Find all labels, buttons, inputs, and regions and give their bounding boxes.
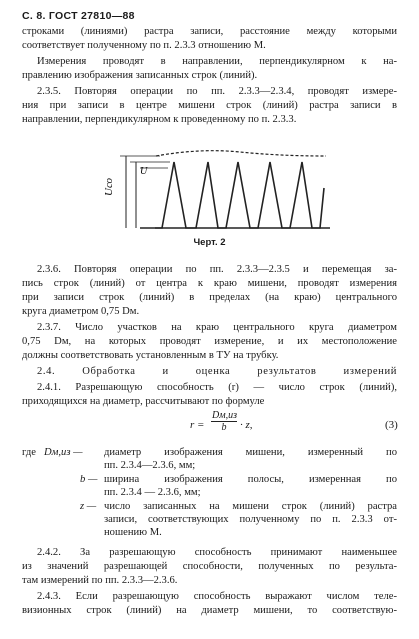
formula-tail: · z, bbox=[240, 419, 253, 431]
def-symbol: z — bbox=[80, 501, 97, 512]
text-line: 2.4.2. За разрешающую способность принимают наименьшее bbox=[37, 547, 397, 558]
text-line: 2.3.7. Число участков на краю центрального круга диаметром bbox=[37, 322, 397, 333]
formula-numerator: Dм,из bbox=[212, 410, 238, 421]
text-line: соответствует полученному по п. 2.3.3 отношению M. bbox=[22, 40, 266, 51]
text-line: 2.4.1. Разрешающую способность (r) — число строк (линий), bbox=[37, 382, 397, 393]
def-line: пп. 2.3.4—2.3.6, мм; bbox=[104, 460, 196, 471]
text-line: там измерений по пп. 2.3.3—2.3.6. bbox=[22, 575, 178, 586]
text-line: 0,75 Dм, на которых проводят измерение, и их местоположение bbox=[22, 336, 397, 347]
def-line: пп. 2.3.4 — 2.3.6, мм; bbox=[104, 487, 201, 498]
formula-denominator: b bbox=[221, 422, 227, 433]
def-line: записи, соответствующих полученному по п. 2.3.3 от- bbox=[104, 514, 397, 525]
text-line: должны соответствовать установленным в ТУ на трубку. bbox=[22, 350, 279, 361]
text-line: строками (линиями) растра записи, расстояние между которыми bbox=[22, 26, 397, 37]
def-line: диаметр изображения мишени, измеренный по bbox=[104, 447, 397, 458]
page-header: С. 8. ГОСТ 27810—88 bbox=[22, 10, 135, 22]
formula-fraction bbox=[211, 410, 237, 434]
formula bbox=[0, 410, 419, 440]
text-line: приходящихся на диаметр, рассчитывают по формуле bbox=[22, 396, 265, 407]
text-line: визионных строк (линий) на диаметр мишени, то соответствую- bbox=[22, 605, 397, 616]
text-line: Измерения проводят в направлении, перпендикулярном к на- bbox=[37, 56, 397, 67]
waveform bbox=[155, 162, 324, 228]
envelope-line bbox=[156, 151, 326, 156]
figure-caption: Черт. 2 bbox=[193, 237, 226, 248]
text-line: из значений разрешающей способности, полученных по результа- bbox=[22, 561, 397, 572]
signal-waveform-figure bbox=[100, 148, 330, 234]
text-line: пись строк (линий) от центра к краю мишени, проводят измерения bbox=[22, 278, 397, 289]
def-line: ширина изображения полосы, измеренная по bbox=[104, 474, 397, 485]
def-line: ношению M. bbox=[104, 527, 162, 538]
where-label: где bbox=[22, 447, 36, 458]
equation-number: (3) bbox=[385, 419, 398, 431]
text-line: при записи строк (линий) в пределах (на краю) центрального bbox=[22, 292, 397, 303]
formula-lhs: r = bbox=[190, 419, 205, 431]
axis-label-part: U bbox=[140, 166, 148, 177]
def-symbol: b — bbox=[80, 474, 98, 485]
section-heading: 2.4. Обработка и оценка результатов измерений bbox=[37, 366, 397, 377]
text-line: правлению изображения записанных строк (линий). bbox=[22, 70, 258, 81]
def-line: число записанных на мишени строк (линий) растра bbox=[104, 501, 397, 512]
text-line: ния при записи в центре мишени строк (линий) растра записи в bbox=[22, 100, 397, 111]
text-line: круга диаметром 0,75 Dм. bbox=[22, 306, 140, 317]
axis-label: Uсо bbox=[103, 177, 115, 196]
text-line: 2.3.5. Повторяя операции по пп. 2.3.3—2.3.4, проводят измере- bbox=[37, 86, 397, 97]
text-line: направлении, перпендикулярном к проведенному по п. 2.3.3. bbox=[22, 114, 297, 125]
def-symbol: Dм,из — bbox=[44, 447, 83, 458]
text-line: 2.4.3. Если разрешающую способность выражают числом теле- bbox=[37, 591, 397, 602]
text-line: 2.3.6. Повторяя операции по пп. 2.3.3—2.3.5 и перемещая за- bbox=[37, 264, 397, 275]
